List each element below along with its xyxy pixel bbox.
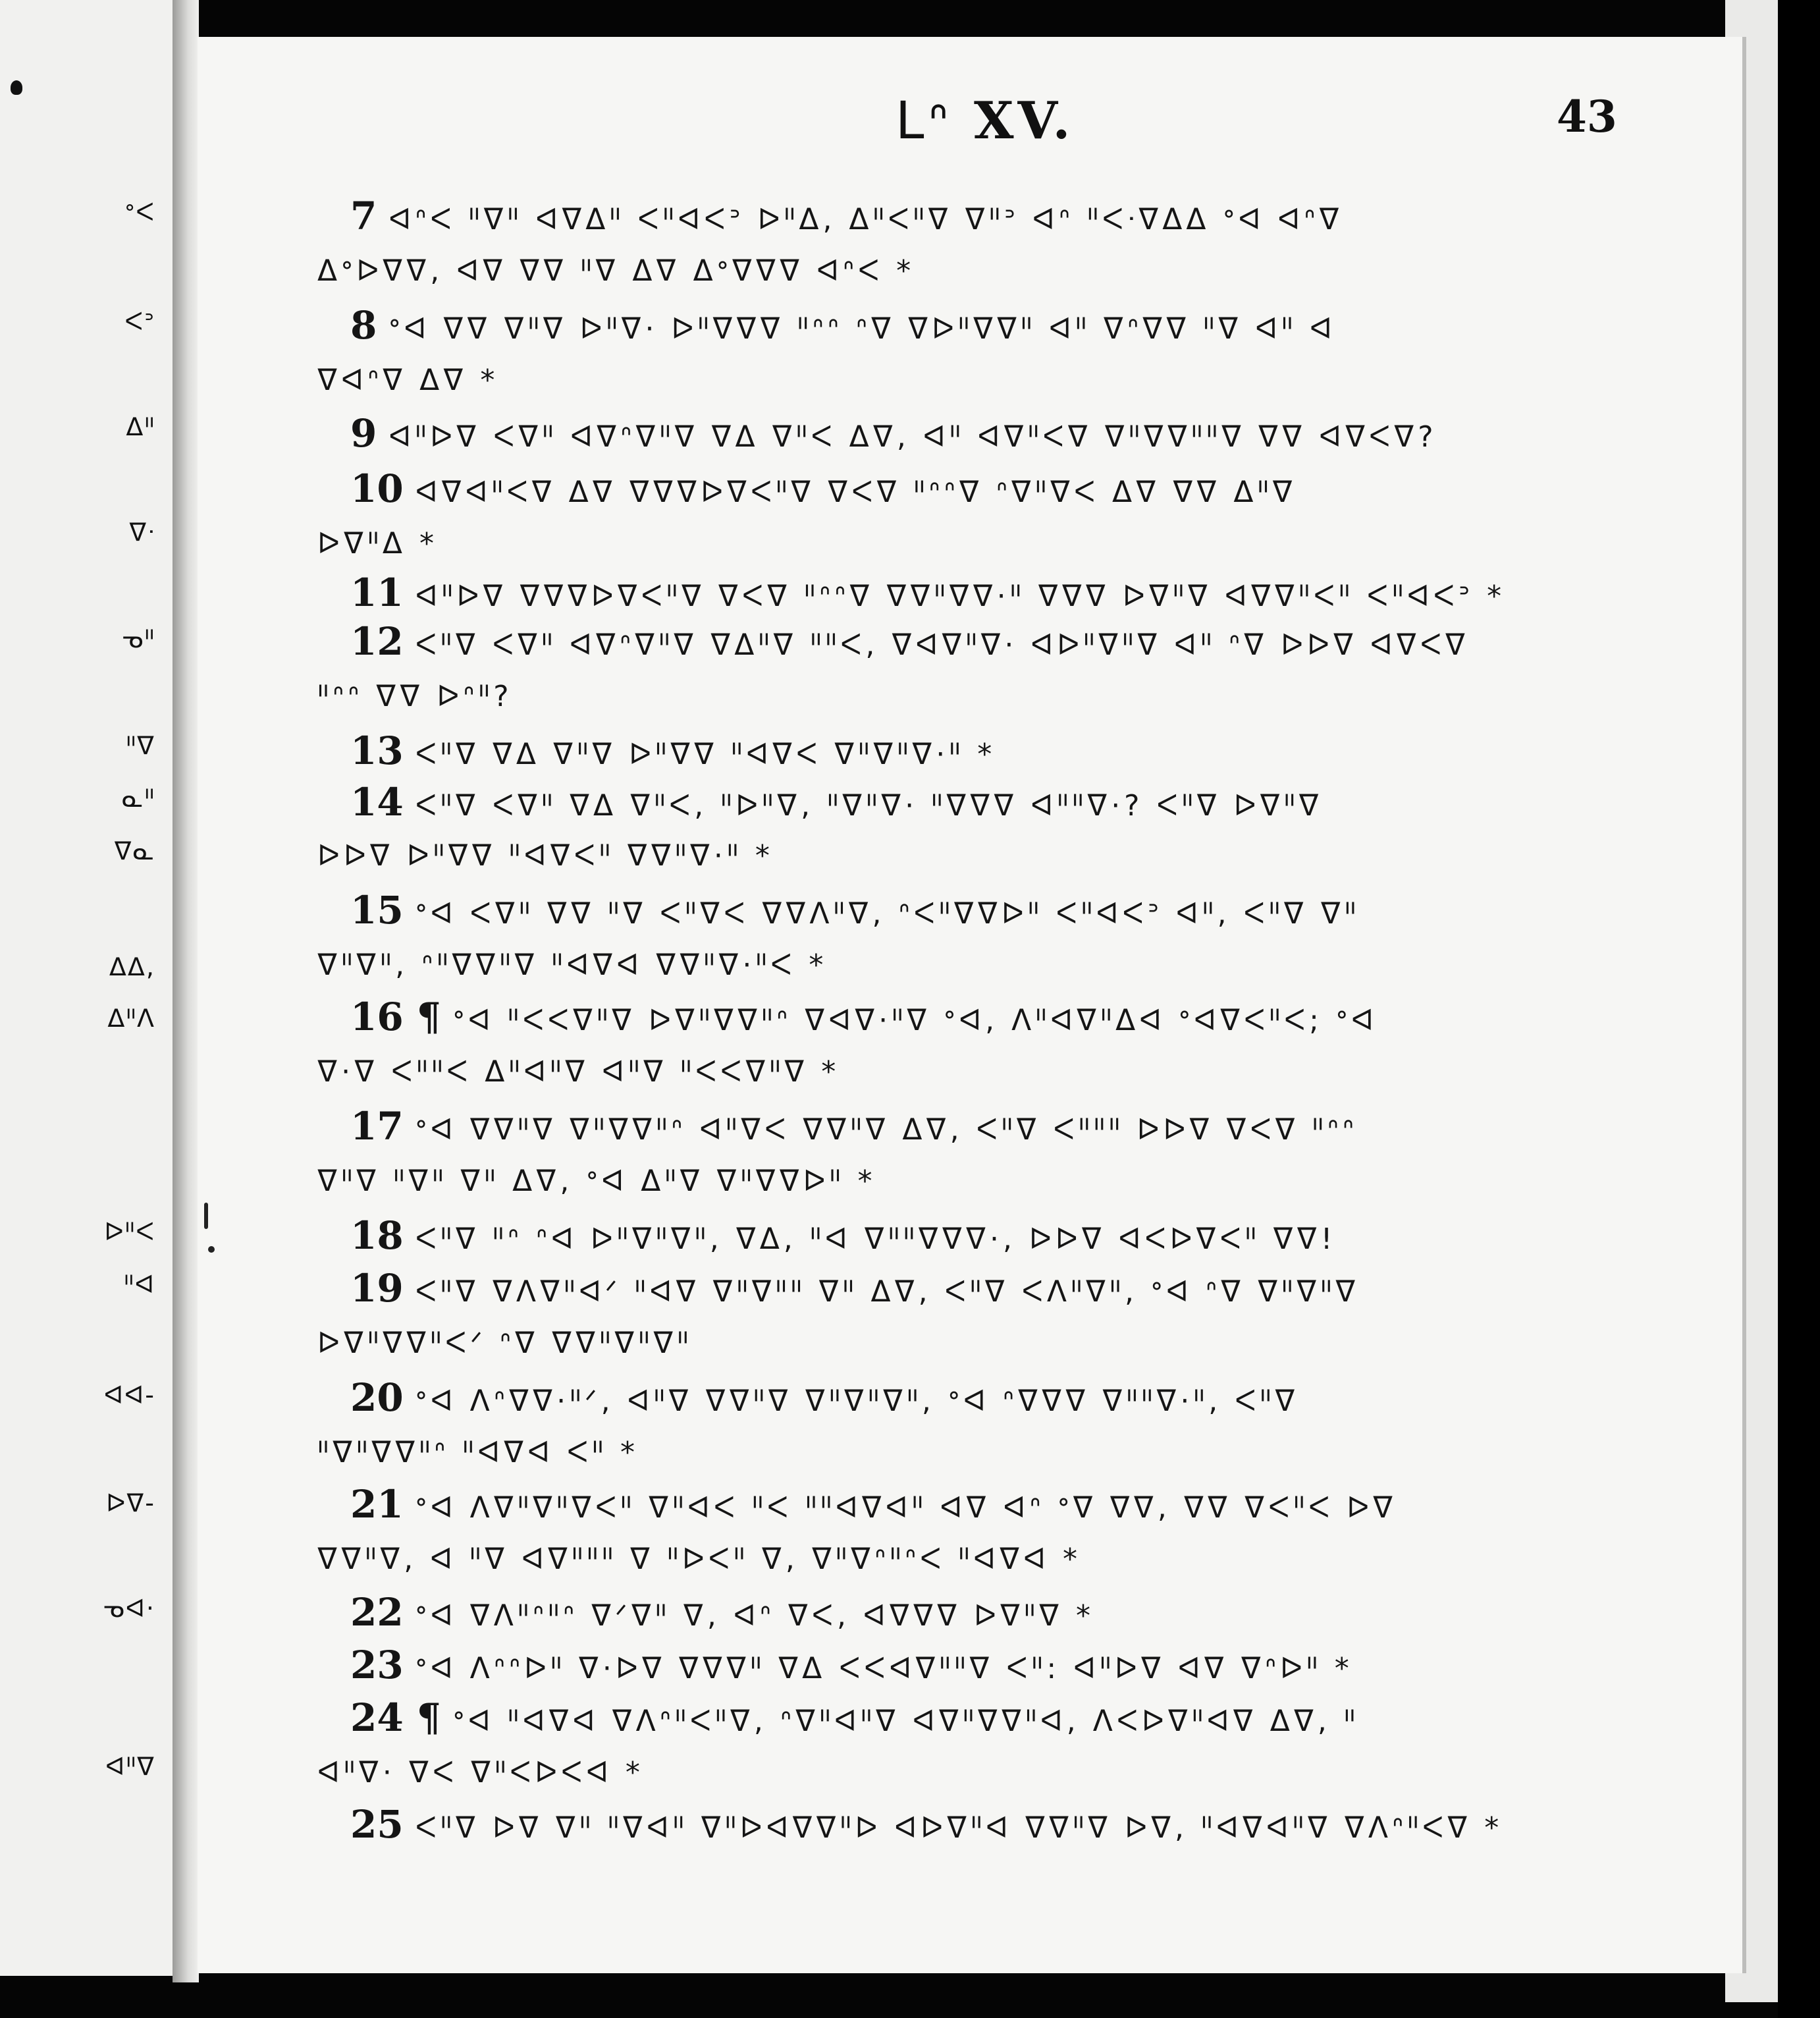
verse-number: 16 ¶ [350,995,441,1039]
section-label: Lᐢ [896,92,952,151]
verse-number: 10 [350,466,404,511]
verse-line [317,946,827,985]
verse-text-line: ᐊᐁᐊᐦᐸᐁ ᐃᐁ ᐁᐁᐁᐅᐁᐸᐦᐁ ᐁᐸᐁ ᐦᐢᐢᐁ ᐢᐁᐦᐁᐸ ᐃᐁ ᐁᐁ ᐃᐦᐁ [415,476,1297,509]
verse-text-line: ᐤᐊ ᐁᐱᐦᐢᐦᐢ ᐁᐟᐁᐦ ᐁ, ᐊᐢ ᐁᐸ, ᐊᐁᐁᐁ ᐅᐁᐦᐁ * [415,1599,1095,1633]
verse-number: 13 [350,728,404,773]
left-fragment: ᐅᐁ- [106,1488,155,1517]
verse-number: 11 [350,570,404,615]
verse-text-line: ᐁᐊᐢᐁ ᐃᐁ * [317,364,499,397]
left-fragment: ᓇᐦ [122,784,155,813]
left-fragment: ᐁᓇ [114,836,155,865]
page-number: 43 [1557,91,1617,142]
verse-number: 21 [350,1482,404,1527]
scan-edge [1778,0,1820,2018]
verse-text-line: ᐤᐊ ᐁᐁ ᐁᐦᐁ ᐅᐦᐁ· ᐅᐦᐁᐁᐁ ᐦᐢᐢ ᐢᐁ ᐁᐅᐦᐁᐁᐦ ᐊᐦ ᐁᐢᐁᐁ ᐦᐁ ᐊᐦ ᐊ [388,312,1336,346]
verse-text-line: ᐅᐁᐦᐃ * [317,527,438,560]
verse-line [350,890,1360,934]
verse-line [350,570,1506,616]
verse-text-line: ᐁᐁᐦᐁ, ᐊ ᐦᐁ ᐊᐁᐦᐦᐦ ᐁ ᐦᐅᐸᐦ ᐁ, ᐁᐦᐁᐢᐦᐢᐸ ᐦᐊᐁᐊ * [317,1542,1081,1576]
left-fragment: ᐃᐦᐱ [107,1004,155,1033]
verse-number: 20 [350,1375,404,1420]
verse-line [350,1106,1358,1150]
left-fragment: ᐅᐦᐸ [104,1217,155,1246]
verse-line [350,728,996,775]
verse-line [317,524,438,564]
left-fragment: ᓀᐊ· [103,1594,155,1623]
verse-line [317,1324,692,1363]
verse-text-line: ᐊᐢᐸ ᐦᐁᐦ ᐊᐁᐃᐦ ᐸᐦᐊᐸᐣ ᐅᐦᐃ, ᐃᐦᐸᐦᐁ ᐁᐦᐣ ᐊᐢ ᐦᐸᐧᐁᐃᐃ ᐤᐊ ᐊᐢᐁ [388,203,1343,236]
verse-text-line: ᐸᐦᐁ ᐦᐢ ᐢᐊ ᐅᐦᐁᐦᐁᐦ, ᐁᐃ, ᐦᐊ ᐁᐦᐦᐁᐁᐁ·, ᐅᐅᐁ ᐊᐸᐅᐁᐸᐦ ᐁᐁ! [415,1222,1337,1256]
verse-line [317,1540,1081,1579]
left-fragment: ᐁᐧ [129,518,155,547]
verse-text-line: ᐤᐊ ᐸᐁᐦ ᐁᐁ ᐦᐁ ᐸᐦᐁᐸ ᐁᐁᐱᐦᐁ, ᐢᐸᐦᐁᐁᐅᐦ ᐸᐦᐊᐸᐣ ᐊᐦ, ᐸᐦᐁ ᐁᐦ [415,897,1360,931]
left-fragment: ᐊᐦᐁ [105,1752,155,1781]
verse-number: 9 [350,411,377,456]
verse-text-line: ᐸᐦᐁ ᐸᐁᐦ ᐊᐁᐢᐁᐦᐁ ᐁᐃᐦᐁ ᐦᐦᐸ, ᐁᐊᐁᐦᐁ· ᐊᐅᐦᐁᐦᐁ ᐊᐦ ᐢᐁ ᐅᐅᐁ ᐊᐁᐸᐁ [415,628,1470,662]
verse-number: 17 [350,1104,404,1149]
verse-line [317,1162,876,1201]
verse-line [350,1590,1095,1636]
left-fragment: ᐊᐊ- [103,1380,155,1409]
verse-line [350,303,1336,349]
verse-text-line: ᐅᐁᐦᐁᐁᐦᐸᐟ ᐢᐁ ᐁᐁᐦᐁᐦᐁᐦ [317,1326,693,1360]
verse-line [350,1375,1299,1421]
verse-text-line: ᐦᐢᐢ ᐁᐁ ᐅᐢᐦ? [317,680,513,713]
verse-text-line: ᐃᐤᐅᐁᐁ, ᐊᐁ ᐁᐁ ᐦᐁ ᐃᐁ ᐃᐤᐁᐁᐁ ᐊᐢᐸ * [317,254,915,288]
verse-line [350,411,1437,457]
verse-text-line: ᐤᐊ ᐁᐁᐦᐁ ᐁᐦᐁᐁᐦᐢ ᐊᐦᐁᐸ ᐁᐁᐦᐁ ᐃᐁ, ᐸᐦᐁ ᐸᐦᐦᐦ ᐅᐅᐁ ᐁᐸᐁ ᐦᐢᐢ [415,1113,1358,1147]
verse-line [317,677,513,717]
verse-number: 23 [350,1643,404,1687]
verse-text-line: ᐦᐁᐦᐁᐁᐦᐢ ᐦᐊᐁᐊ ᐸᐦ * [317,1436,639,1469]
verse-line [350,619,1470,665]
verse-text-line: ᐸᐦᐁ ᐁᐃ ᐁᐦᐁ ᐅᐦᐁᐁ ᐦᐊᐁᐸ ᐁᐦᐁᐦᐁ·ᐦ * [415,738,996,771]
verse-line [350,1802,1503,1848]
verse-number: 22 [350,1590,404,1635]
verse-line [317,361,498,400]
verse-number: 25 [350,1802,404,1847]
book-gutter [173,0,199,1982]
verse-text-line: ᐁᐦᐁ ᐦᐁᐦ ᐁᐦ ᐃᐁ, ᐤᐊ ᐃᐦᐁ ᐁᐦᐁᐁᐅᐦ * [317,1164,876,1198]
ink-speck [208,1246,215,1253]
verse-text-line: ᐤᐊ ᐱᐢᐁᐁ·ᐦᐟ, ᐊᐦᐁ ᐁᐁᐦᐁ ᐁᐦᐁᐦᐁᐦ, ᐤᐊ ᐢᐁᐁᐁ ᐁᐦᐦᐁ·ᐦ, ᐸᐦᐁ [415,1384,1299,1418]
verse-text-line: ᐤᐊ ᐦᐊᐁᐊ ᐁᐱᐢᐦᐸᐦᐁ, ᐢᐁᐦᐊᐦᐁ ᐊᐁᐦᐁᐁᐦᐊ, ᐱᐸᐅᐁᐦᐊᐁ ᐃᐁ, ᐦ [452,1704,1359,1738]
left-fragment: ᐸᐣ [124,307,155,336]
verse-line [350,1268,1359,1312]
verse-text-line: ᐊᐦᐅᐁ ᐁᐁᐁᐅᐁᐸᐦᐁ ᐁᐸᐁ ᐦᐢᐢᐁ ᐁᐁᐦᐁᐁ·ᐦ ᐁᐁᐁ ᐅᐁᐦᐁ ᐊᐁᐁᐦᐸᐦ ᐸᐦᐊᐸᐣ * [415,580,1506,613]
verse-number: 14 [350,780,404,825]
verse-line [317,1433,639,1473]
verse-line [350,997,1378,1041]
verse-number: 18 [350,1213,404,1258]
facing-page-fragment [0,0,175,1976]
verse-line [317,1052,840,1092]
verse-line [350,1695,1359,1741]
left-fragment: ᐃᐃ, [109,952,155,981]
verse-text-line: ᐤᐊ ᐱᐁᐦᐁᐦᐁᐸᐦ ᐁᐦᐊᐸ ᐦᐸ ᐦᐦᐊᐁᐊᐦ ᐊᐁ ᐊᐢ ᐤᐁ ᐁᐁ, ᐁᐁ ᐁᐸᐦᐸ ᐅᐁ [415,1491,1397,1525]
left-fragment: ᐃᐦ [126,412,155,441]
left-fragment: ᐦᐊ [124,1270,155,1299]
verse-text-line: ᐁᐦᐁᐦ, ᐢᐦᐁᐁᐦᐁ ᐦᐊᐁᐊ ᐁᐁᐦᐁ·ᐦᐸ * [317,948,828,982]
book-page [198,37,1746,1973]
verse-text-line: ᐁ·ᐁ ᐸᐦᐦᐸ ᐃᐦᐊᐦᐁ ᐊᐦᐁ ᐦᐸᐸᐁᐦᐁ * [317,1055,840,1089]
verse-text-line: ᐤᐊ ᐱᐢᐢᐅᐦ ᐁ·ᐅᐁ ᐁᐁᐁᐦ ᐁᐃ ᐸᐸᐊᐁᐦᐦᐁ ᐸᐦ: ᐊᐦᐅᐁ ᐊᐁ ᐁᐢᐅᐦ * [415,1652,1353,1685]
verse-line [350,782,1323,826]
verse-number: 19 [350,1266,404,1311]
verse-line [350,466,1297,512]
verse-text-line: ᐸᐦᐁ ᐁᐱᐁᐦᐊᐟ ᐦᐊᐁ ᐁᐦᐁᐦᐦ ᐁᐦ ᐃᐁ, ᐸᐦᐁ ᐸᐱᐦᐁᐦ, ᐤᐊ ᐢᐁ ᐁᐦᐁᐦᐁ [415,1275,1360,1309]
verse-line [317,836,774,876]
verse-text-line: ᐸᐦᐁ ᐅᐁ ᐁᐦ ᐦᐁᐊᐦ ᐁᐦᐅᐊᐁᐁᐦᐅ ᐊᐅᐁᐦᐊ ᐁᐁᐦᐁ ᐅᐁ, ᐦᐊᐁᐊᐦᐁ ᐁᐱᐢᐦᐸᐁ * [415,1811,1503,1845]
verse-line [317,252,915,291]
verse-line [350,1482,1397,1528]
verse-number: 24 ¶ [350,1695,441,1740]
ink-blot [11,80,22,95]
verse-text-line: ᐊᐦᐁ· ᐁᐸ ᐁᐦᐸᐅᐸᐊ * [317,1756,644,1789]
left-fragment: ᓀᐦ [122,624,155,653]
verse-number: 7 [350,194,377,238]
verse-text-line: ᐅᐅᐁ ᐅᐦᐁᐁ ᐦᐊᐁᐸᐦ ᐁᐁᐦᐁ·ᐦ * [317,839,774,873]
verse-text-line: ᐤᐊ ᐦᐸᐸᐁᐦᐁ ᐅᐁᐦᐁᐁᐦᐢ ᐁᐊᐁ·ᐦᐁ ᐤᐊ, ᐱᐦᐊᐁᐦᐃᐊ ᐤᐊᐁᐸᐦᐸ; ᐤᐊ [452,1004,1378,1037]
left-fragment: ᐤᐸ [124,198,155,227]
left-fragment: ᐦᐁ [126,731,155,760]
verse-text-line: ᐊᐦᐅᐁ ᐸᐁᐦ ᐊᐁᐢᐁᐦᐁ ᐁᐃ ᐁᐦᐸ ᐃᐁ, ᐊᐦ ᐊᐁᐦᐸᐁ ᐁᐦᐁᐁᐦᐦᐁ ᐁᐁ ᐊᐁᐸᐁ? [388,420,1437,454]
verse-line [350,1213,1337,1259]
verse-text-line: ᐸᐦᐁ ᐸᐁᐦ ᐁᐃ ᐁᐦᐸ, ᐦᐅᐦᐁ, ᐦᐁᐦᐁ· ᐦᐁᐁᐁ ᐊᐦᐦᐁ·? ᐸᐦᐁ ᐅᐁᐦᐁ [415,789,1323,823]
verse-number: 15 [350,888,404,933]
chapter-numeral: XV. [973,91,1075,151]
verse-line [317,1753,644,1793]
verse-line [350,1645,1353,1689]
verse-line [350,196,1343,240]
verse-number: 8 [350,303,377,348]
verse-text [198,37,1742,1973]
ink-speck [204,1203,208,1229]
verse-number: 12 [350,619,404,664]
